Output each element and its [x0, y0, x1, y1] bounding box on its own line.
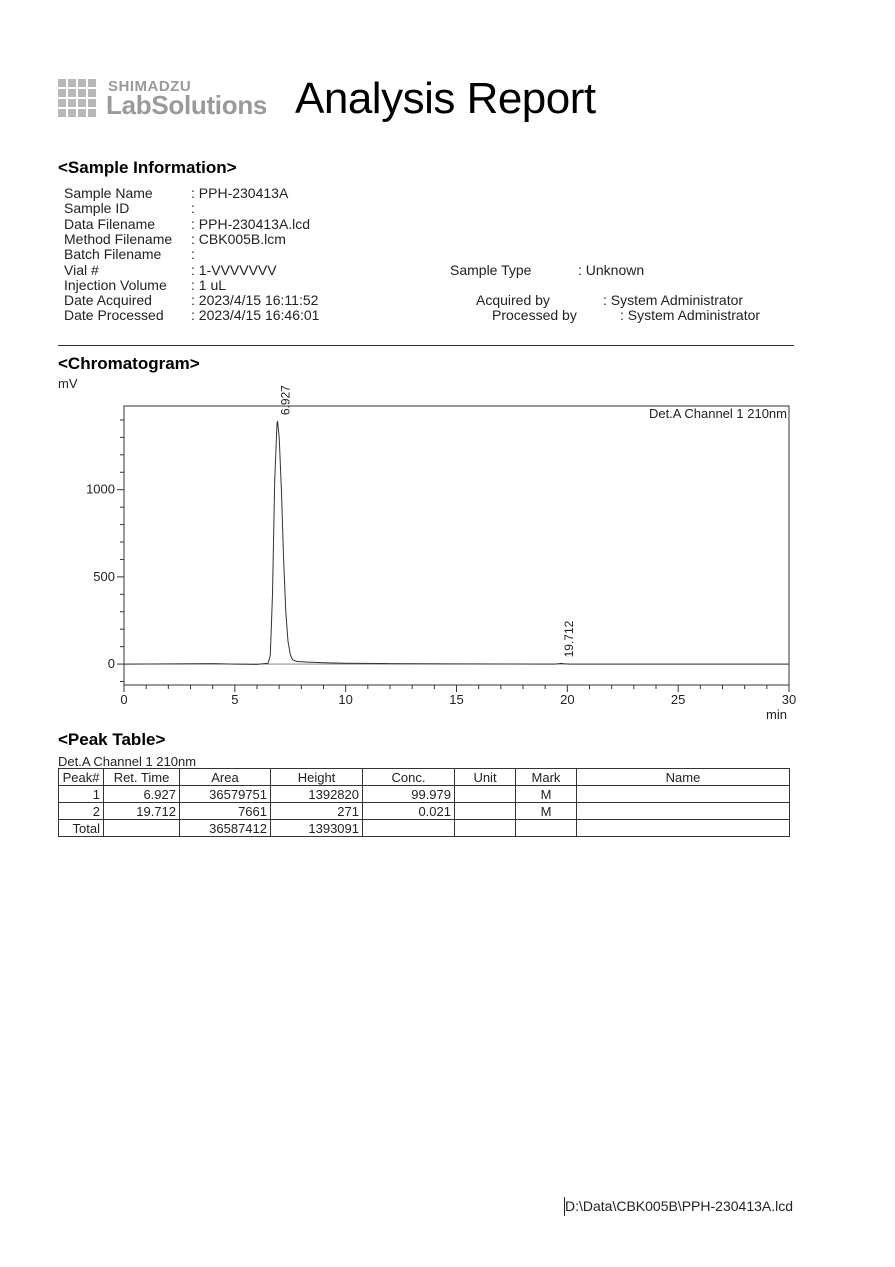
x-tick-label: 30 [781, 692, 797, 707]
cell-name [577, 803, 790, 820]
y-tick-label: 0 [107, 656, 115, 672]
peak-table [58, 768, 790, 837]
table-row-total [59, 820, 790, 837]
channel-label: Det.A Channel 1 210nm [648, 406, 787, 421]
chromatogram-heading: <Chromatogram> [58, 354, 200, 373]
info-value-sample-id: : [191, 200, 195, 216]
info-label-acquired-by: Acquired by [476, 292, 550, 308]
info-label-vial: Vial # [64, 262, 99, 278]
table-row [59, 786, 790, 803]
cell-name [577, 786, 790, 803]
col-unit: Unit [455, 769, 516, 786]
col-area: Area [180, 769, 271, 786]
info-value-date-processed: : 2023/4/15 16:46:01 [191, 307, 320, 323]
col-ret-time: Ret. Time [104, 769, 180, 786]
info-label-batch-filename: Batch Filename [64, 246, 162, 262]
info-value-processed-by: : System Administrator [620, 307, 761, 323]
y-tick-label: 1000 [86, 481, 115, 497]
x-tick-label: 25 [670, 692, 686, 707]
x-tick-label: 20 [560, 692, 575, 707]
x-tick-label: 10 [338, 692, 353, 707]
cell-ret-time: 6.927 [104, 786, 180, 803]
col-mark: Mark [516, 769, 577, 786]
cell-peak-number: 1 [59, 786, 104, 803]
x-tick-label: 5 [231, 692, 239, 707]
cell-peak-number: Total [59, 820, 104, 837]
table-row [59, 803, 790, 820]
cell-ret-time: 19.712 [104, 803, 180, 820]
cell-area: 7661 [180, 803, 271, 820]
cell-conc [363, 820, 455, 837]
cell-mark [516, 820, 577, 837]
info-value-data-filename: : PPH-230413A.lcd [191, 216, 311, 232]
brand-shimadzu: SHIMADZU [108, 78, 192, 95]
info-label-date-acquired: Date Acquired [64, 292, 152, 308]
report-title: Analysis Report [295, 74, 596, 123]
cell-mark: M [516, 803, 577, 820]
cell-height: 1392820 [271, 786, 363, 803]
info-value-batch-filename: : [191, 246, 195, 262]
peak-label: 6.927 [278, 385, 293, 416]
y-tick-label: 500 [93, 568, 115, 584]
info-label-date-processed: Date Processed [64, 307, 164, 323]
y-axis-unit: mV [58, 376, 78, 391]
cell-height: 271 [271, 803, 363, 820]
info-value-acquired-by: : System Administrator [603, 292, 744, 308]
info-label-sample-id: Sample ID [64, 200, 130, 216]
info-value-sample-type: : Unknown [578, 262, 645, 278]
info-label-sample-type: Sample Type [450, 262, 532, 278]
brand-labsolutions: LabSolutions [106, 90, 268, 120]
info-value-date-acquired: : 2023/4/15 16:11:52 [191, 292, 319, 308]
chart-marks [124, 385, 789, 665]
cell-height: 1393091 [271, 820, 363, 837]
col-height: Height [271, 769, 363, 786]
info-value-method-filename: : CBK005B.lcm [191, 231, 286, 247]
info-label-data-filename: Data Filename [64, 216, 156, 232]
info-value-injection-volume: : 1 uL [191, 277, 227, 293]
chromatogram-trace [124, 421, 789, 664]
info-label-processed-by: Processed by [492, 307, 577, 323]
cell-name [577, 820, 790, 837]
cell-peak-number: 2 [59, 803, 104, 820]
plot-frame [124, 406, 789, 685]
cell-unit [455, 803, 516, 820]
cell-mark: M [516, 786, 577, 803]
peak-table-heading: <Peak Table> [58, 730, 166, 749]
cell-conc: 99.979 [363, 786, 455, 803]
info-value-vial: : 1-VVVVVVV [191, 262, 277, 278]
peak-table-header-row [59, 769, 790, 786]
cell-ret-time [104, 820, 180, 837]
x-tick-label: 15 [449, 692, 464, 707]
peak-table-caption: Det.A Channel 1 210nm [58, 754, 197, 769]
peak-label: 19.712 [561, 620, 576, 658]
info-label-sample-name: Sample Name [64, 185, 153, 201]
cell-conc: 0.021 [363, 803, 455, 820]
col-conc: Conc. [363, 769, 455, 786]
col-name: Name [577, 769, 790, 786]
cell-area: 36579751 [180, 786, 271, 803]
cell-area: 36587412 [180, 820, 271, 837]
cell-unit [455, 786, 516, 803]
x-tick-label: 0 [120, 692, 128, 707]
x-axis-unit: min [766, 707, 787, 722]
info-label-method-filename: Method Filename [64, 231, 173, 247]
col-peak-number: Peak# [59, 769, 104, 786]
footer-file-path: D:\Data\CBK005B\PPH-230413A.lcd [565, 1198, 794, 1214]
sample-info-heading: <Sample Information> [58, 158, 237, 177]
info-label-injection-volume: Injection Volume [64, 277, 167, 293]
cell-unit [455, 820, 516, 837]
info-value-sample-name: : PPH-230413A [191, 185, 289, 201]
